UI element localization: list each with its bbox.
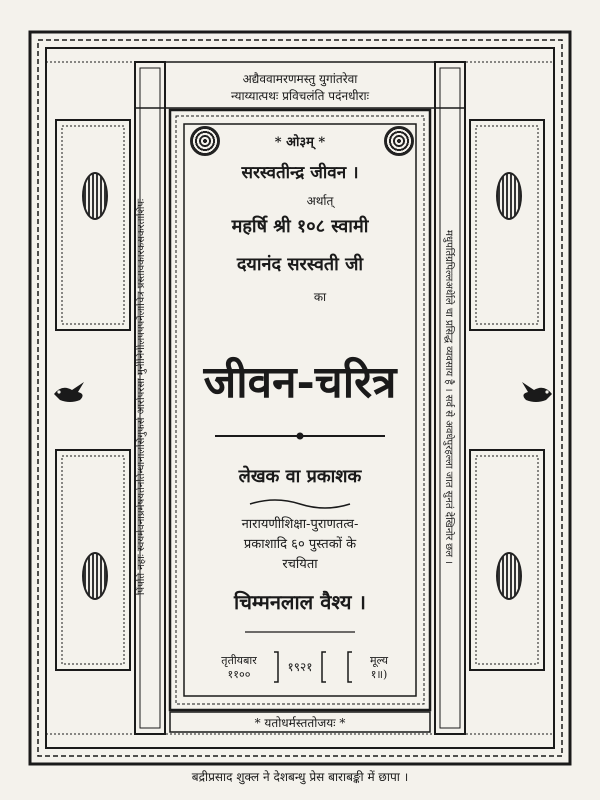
ka-label: का [313, 290, 327, 304]
edition-info [206, 654, 272, 682]
works-line-3: रचयिता [282, 557, 318, 572]
printer-line: बद्रीप्रसाद शुक्ल ने देशबन्धु प्रेस बाराबङ्की में छापा । [191, 770, 409, 784]
top-verse-line-2: न्याय्यात्पथः प्रविचलंति पदंनधीराः [230, 89, 370, 103]
motto: * यतोधर्मस्ततोजयः * [254, 716, 346, 730]
author-name: चिम्मनलाल वैश्य । [234, 590, 366, 614]
top-verse-line-1: अद्यैववामरणमस्तु युगांतरेवा [242, 72, 358, 86]
works-line-1: नारायणीशिक्षा-पुराणतत्व- [241, 517, 359, 532]
works-line-2: प्रकाशादि ६० पुस्तकों के [243, 537, 357, 552]
line-maharshi: महर्षि श्री १०८ स्वामी [231, 216, 369, 237]
arthat-label: अर्थात् [306, 194, 334, 208]
price-value: १॥) [370, 668, 388, 681]
subtitle: सरस्वतीन्द्र जीवन । [241, 163, 359, 183]
price-info [354, 654, 404, 682]
price-label: मूल्य [370, 654, 388, 667]
edition-copies: ११०० [227, 668, 251, 681]
line-dayanand: दयानंद सरस्वती जी [236, 254, 364, 275]
om-heading: * ओ३म् * [274, 135, 326, 150]
author-label: लेखक वा प्रकाशक [238, 466, 362, 487]
edition-label: तृतीयबार [221, 654, 257, 667]
left-side-verse: पिंपति नहाः स्वयमेवनाप्रमेषयर्तनतिन्धानालसिगुफसे आरोपरसा मुनीनिगीलपपपनैलाचित्र प्रस्तावकारकसकरताशिपः [136, 198, 147, 596]
right-side-verse: मधुपर्तिग्रपिल्लअर्थेाले चा प्रसिद्ध व्यवसाय है । सर्व से अवधेपुरहल्ला जात सुनतं देखिनोर छल । [443, 229, 454, 565]
edition-year: १९२१ [287, 660, 313, 674]
page-title: जीवन-चरित्र [203, 357, 397, 408]
